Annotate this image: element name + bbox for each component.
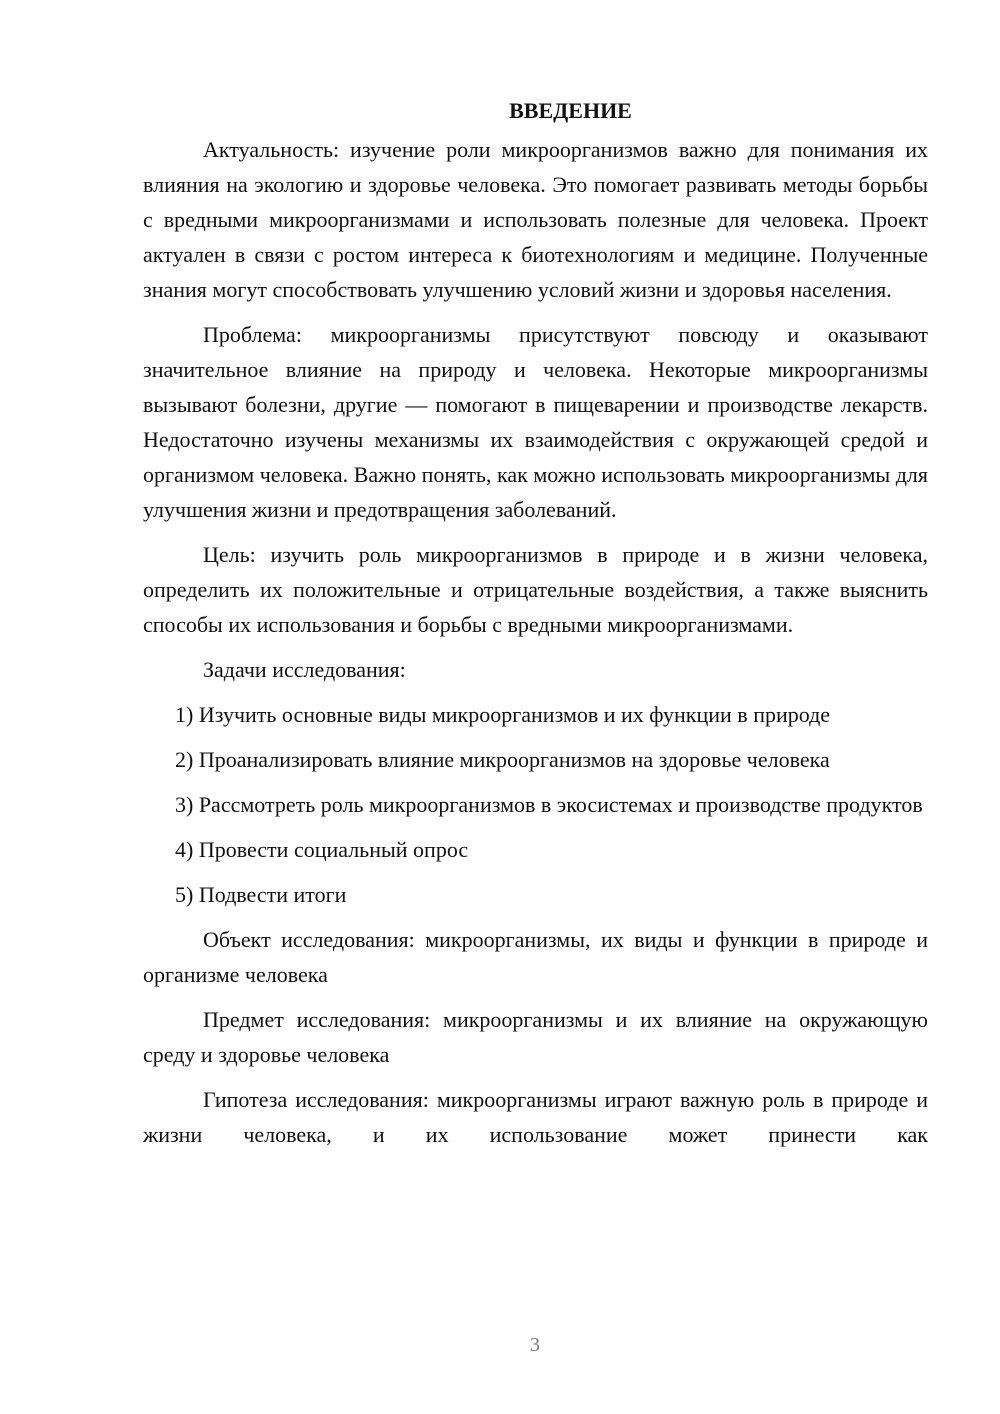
task-item: 2) Проанализировать влияние микроорганизмов на здоровье человека — [175, 747, 830, 772]
task-item: 5) Подвести итоги — [175, 882, 347, 907]
task-item: 4) Провести социальный опрос — [175, 837, 469, 862]
task-item: 3) Рассмотреть роль микроорганизмов в экосистемах и производстве продуктов — [175, 792, 923, 817]
paragraph-relevance: Актуальность: изучение роли микроорганизмов важно для понимания их влияния на экологию и здоровье человека. Это помогает развивать методы борьбы с вредными микроорганизмами и использовать полезные для человека. Проект актуален в связи с ростом интереса к биотехнологиям и медицине. Полученные знания могут способствовать улучшению условий жизни и здоровья населения. — [143, 137, 928, 302]
paragraph-hypothesis: Гипотеза исследования: микроорганизмы играют важную роль в природе и жизни человека, и их использование может принести как — [143, 1087, 928, 1147]
tasks-heading: Задачи исследования: — [203, 657, 406, 682]
paragraph-goal: Цель: изучить роль микроорганизмов в природе и в жизни человека, определить их положительные и отрицательные воздействия, а также выяснить способы их использования и борьбы с вредными микроорганизмами. — [143, 542, 928, 637]
section-title: ВВЕДЕНИЕ — [509, 98, 632, 123]
document-page — [143, 96, 928, 1162]
task-item: 1) Изучить основные виды микроорганизмов и их функции в природе — [175, 702, 831, 727]
page-number: 3 — [530, 1334, 540, 1356]
paragraph-object: Объект исследования: микроорганизмы, их виды и функции в природе и организме человека — [143, 927, 928, 987]
paragraph-problem: Проблема: микроорганизмы присутствуют повсюду и оказывают значительное влияние на природу и человека. Некоторые микроорганизмы вызывают болезни, другие — помогают в пищеварении и производстве лекарств. Недостаточно изучены механизмы их взаимодействия с окружающей средой и организмом человека. Важно понять, как можно использовать микроорганизмы для улучшения жизни и предотвращения заболеваний. — [143, 322, 928, 522]
paragraph-subject: Предмет исследования: микроорганизмы и их влияние на окружающую среду и здоровье человека — [143, 1007, 928, 1067]
